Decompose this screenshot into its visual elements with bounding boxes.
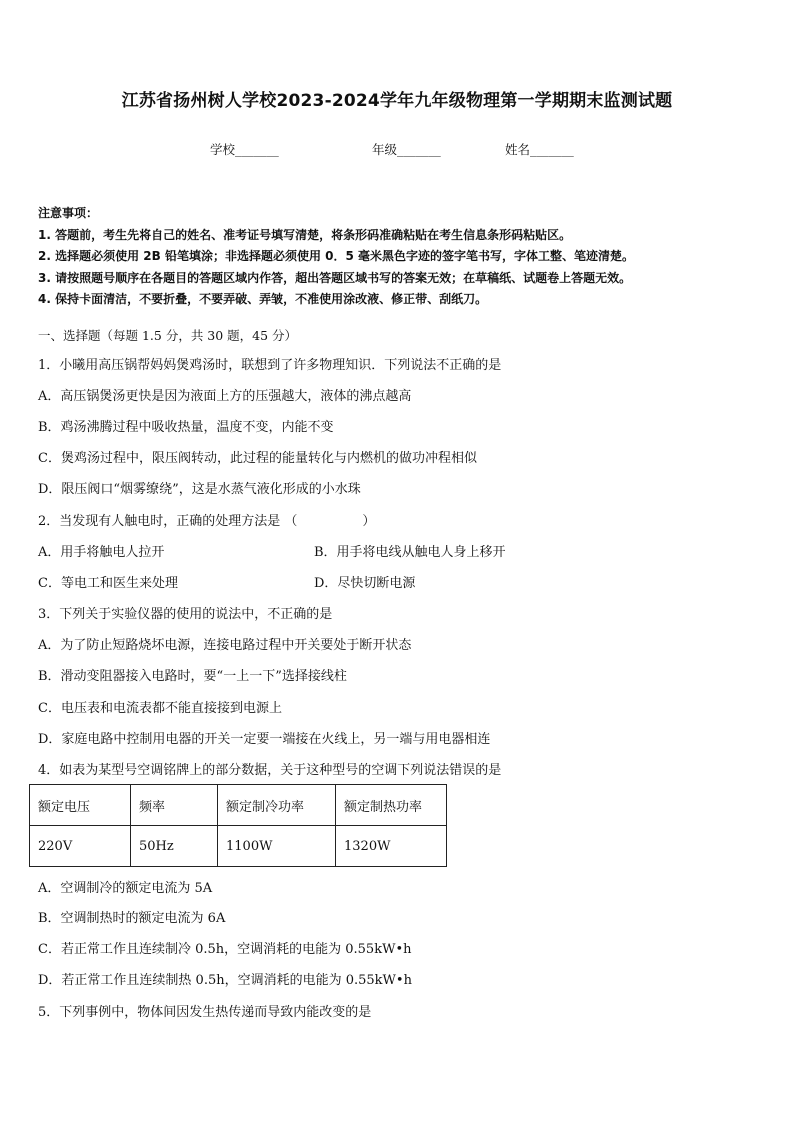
question-4-option-b: B．空调制热时的额定电流为 6A	[38, 911, 226, 926]
question-4-option-a: A．空调制冷的额定电流为 5A	[38, 881, 213, 896]
question-1-option-c: C．煲鸡汤过程中，限压阀转动，此过程的能量转化与内燃机的做功冲程相似	[38, 451, 477, 466]
table-row	[30, 826, 447, 867]
table-header-cell: 额定制热功率	[336, 785, 447, 826]
notice-item: 2. 选择题必须使用 2B 铅笔填涂；非选择题必须使用 0．5 毫米黑色字迹的签字笔书写，字体工整、笔迹清楚。	[38, 249, 634, 263]
table-cell: 220V	[30, 826, 131, 867]
grade-field: 年级_______	[372, 142, 441, 157]
notice-heading: 注意事项：	[38, 206, 99, 220]
section-heading: 一、选择题（每题 1.5 分，共 30 题，45 分）	[38, 328, 298, 343]
question-1-option-d: D．限压阀口“烟雾缭绕”，这是水蒸气液化形成的小水珠	[38, 482, 361, 497]
notice-item: 3. 请按照题号顺序在各题目的答题区域内作答，超出答题区域书写的答案无效；在草稿纸、试题卷上答题无效。	[38, 270, 632, 285]
school-field: 学校_______	[210, 142, 279, 157]
table-cell: 1320W	[336, 826, 447, 867]
question-1-stem: 1．小曦用高压锅帮妈妈煲鸡汤时，联想到了许多物理知识．下列说法不正确的是	[38, 358, 502, 373]
question-3-option-d: D．家庭电路中控制用电器的开关一定要一端接在火线上，另一端与用电器相连	[38, 732, 491, 747]
table-header-cell: 频率	[131, 785, 218, 826]
question-4-option-d: D．若正常工作且连续制热 0.5h，空调消耗的电能为 0.55kW•h	[38, 973, 412, 988]
question-3-option-c: C．电压表和电流表都不能直接接到电源上	[38, 701, 282, 716]
question-3-stem: 3．下列关于实验仪器的使用的说法中，不正确的是	[38, 607, 333, 622]
question-2-option-b: B．用手将电线从触电人身上移开	[314, 545, 506, 560]
table-header-row	[30, 785, 447, 826]
notice-block	[38, 203, 758, 311]
question-4-option-c: C．若正常工作且连续制冷 0.5h，空调消耗的电能为 0.55kW•h	[38, 942, 412, 957]
question-2-option-c: C．等电工和医生来处理	[38, 576, 178, 591]
question-1-option-b: B．鸡汤沸腾过程中吸收热量，温度不变，内能不变	[38, 420, 334, 435]
page-title: 江苏省扬州树人学校2023-2024学年九年级物理第一学期期末监测试题	[121, 91, 673, 111]
question-1-option-a: A．高压锅煲汤更快是因为液面上方的压强越大，液体的沸点越高	[38, 389, 412, 404]
question-4-stem: 4．如表为某型号空调铭牌上的部分数据，关于这种型号的空调下列说法错误的是	[38, 763, 502, 778]
name-field: 姓名_______	[505, 142, 574, 157]
table-header-cell: 额定电压	[30, 785, 131, 826]
question-3-option-b: B．滑动变阻器接入电路时，要“一上一下”选择接线柱	[38, 669, 347, 684]
question-2-stem: 2．当发现有人触电时，正确的处理方法是 （ ）	[38, 514, 376, 529]
question-3-option-a: A．为了防止短路烧坏电源，连接电路过程中开关要处于断开状态	[38, 638, 412, 653]
table-header-cell: 额定制冷功率	[218, 785, 336, 826]
aircon-spec-table	[29, 784, 447, 867]
question-5-stem: 5．下列事例中，物体间因发生热传递而导致内能改变的是	[38, 1005, 372, 1020]
notice-item: 1. 答题前，考生先将自己的姓名、准考证号填写清楚，将条形码准确粘贴在考生信息条形码粘贴区。	[38, 227, 572, 242]
notice-item: 4. 保持卡面清洁，不要折叠，不要弄破、弄皱，不准使用涂改液、修正带、刮纸刀。	[38, 292, 488, 306]
question-2-option-d: D．尽快切断电源	[314, 576, 416, 591]
table-cell: 50Hz	[131, 826, 218, 867]
question-2-option-a: A．用手将触电人拉开	[38, 545, 165, 560]
table-cell: 1100W	[218, 826, 336, 867]
